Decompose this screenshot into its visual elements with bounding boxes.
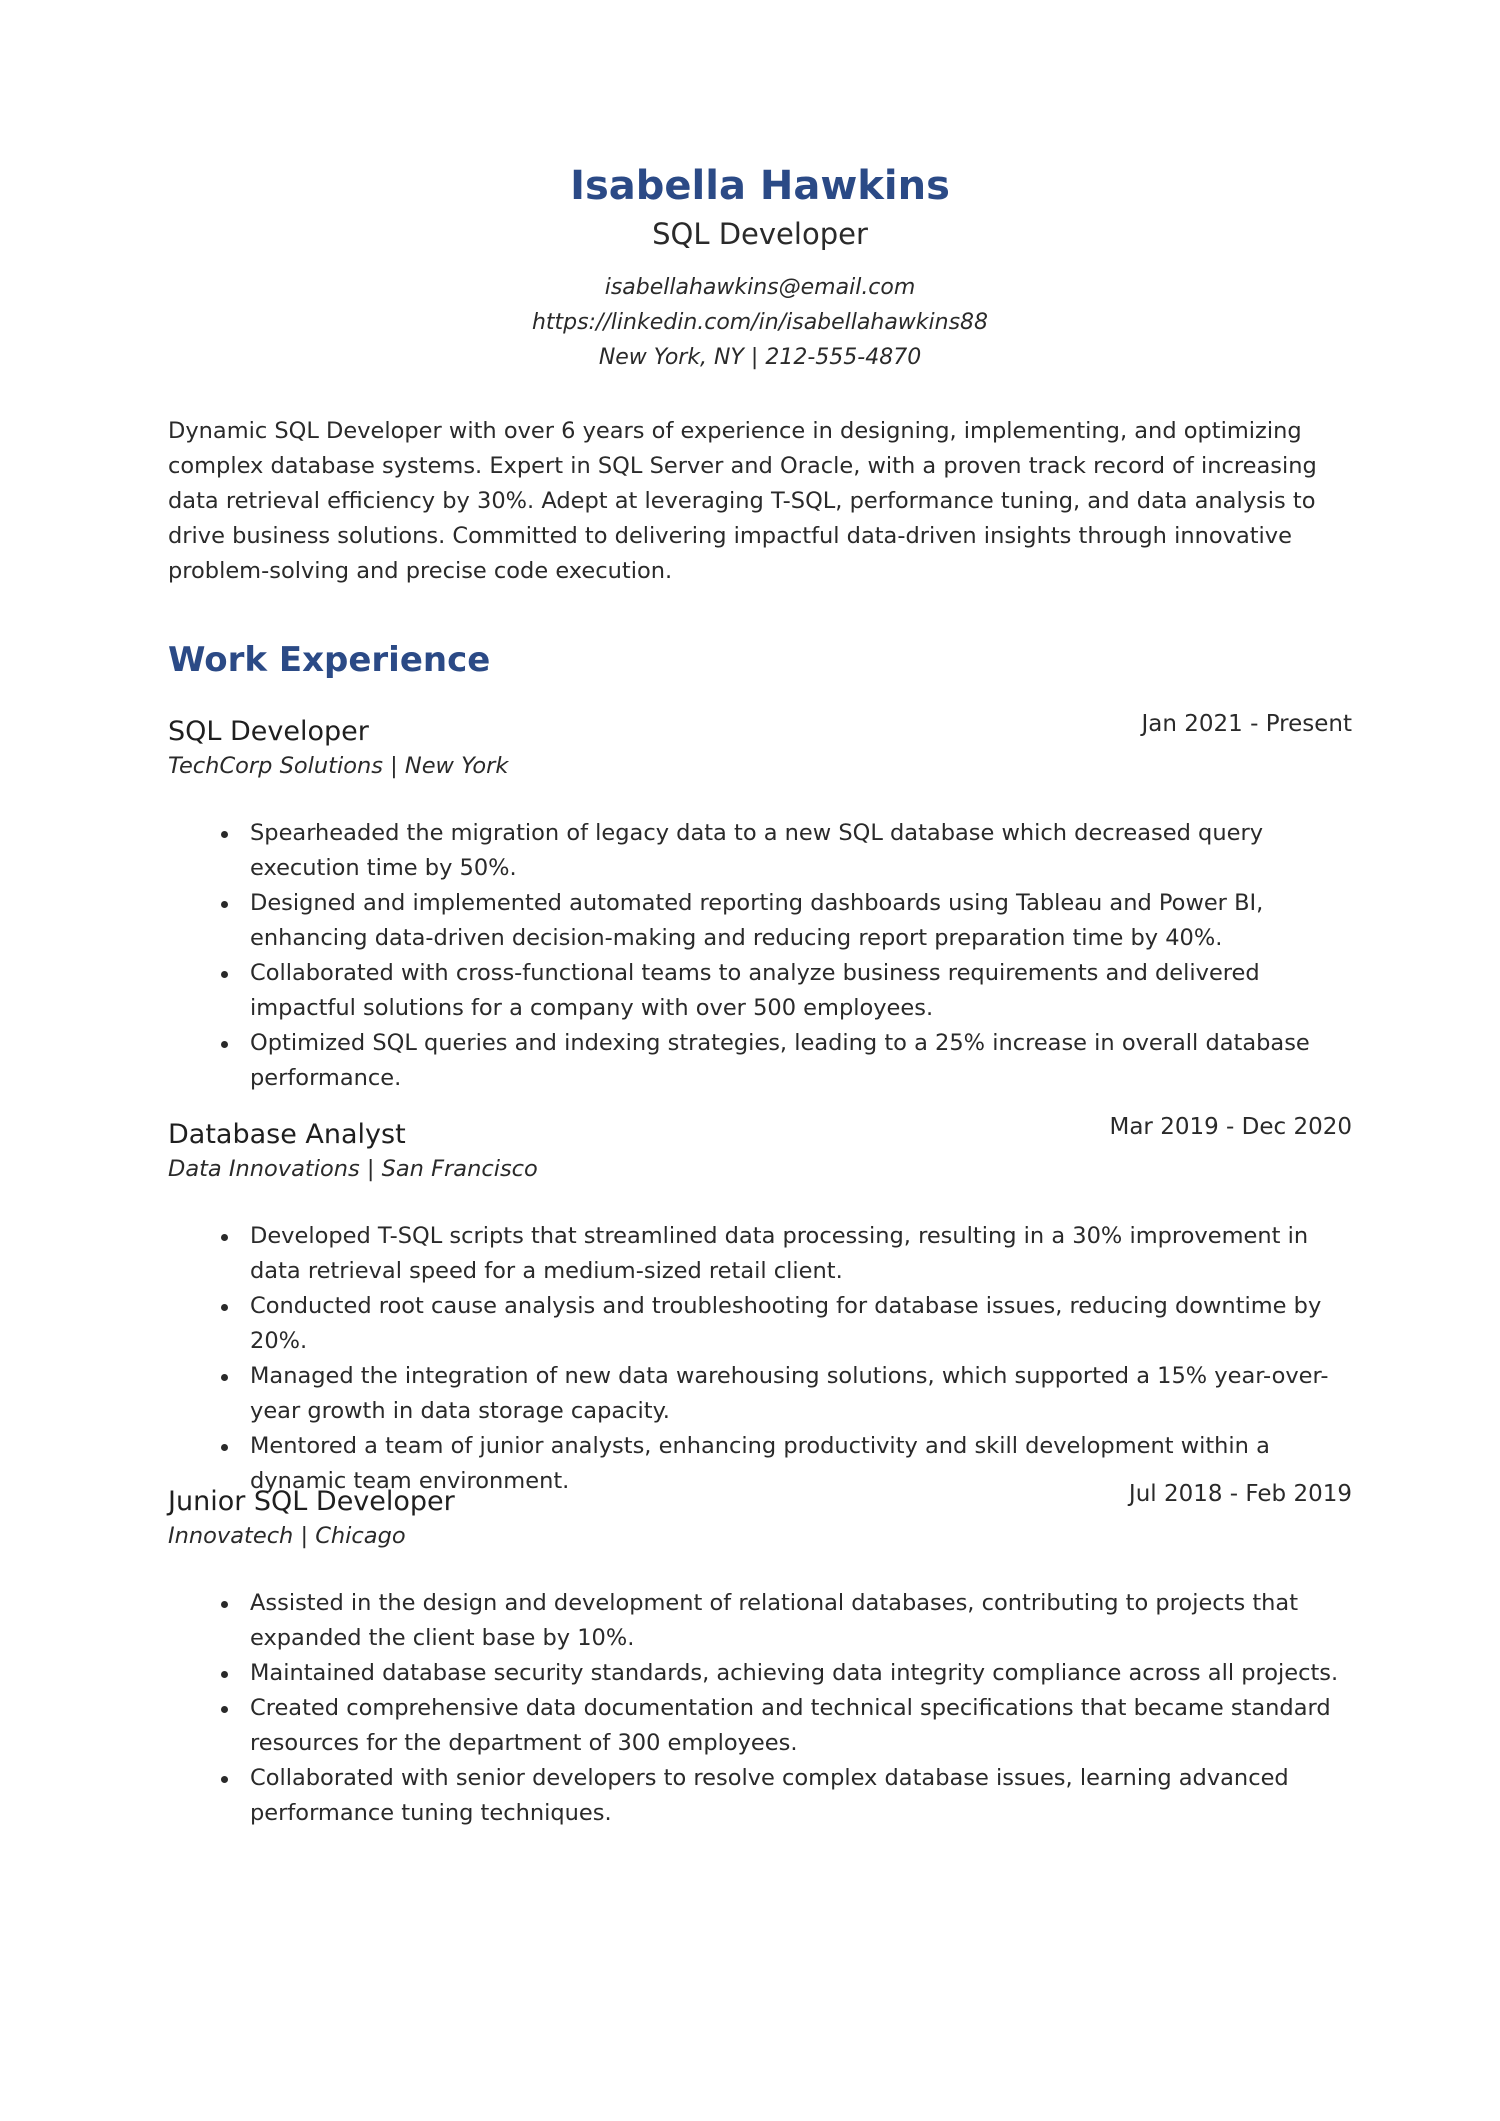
job-bullet-list [168,816,1352,1096]
job-bullet [168,1219,1352,1289]
job-company: TechCorp Solutions | New York [168,753,509,779]
job-bullet [168,816,1352,886]
bullet-text: Conducted root cause analysis and troubleshooting for database issues, reducing downtime by 20%. [250,1293,1322,1354]
bullet-text: Designed and implemented automated reporting dashboards using Tableau and Power BI, enhancing data-driven decision-making and reducing report preparation time by 40%. [250,890,1264,951]
job-title: Junior SQL Developer [168,1486,455,1517]
bullet-icon [221,1706,228,1713]
job-title: SQL Developer [168,716,369,747]
candidate-name: Isabella Hawkins [570,163,950,209]
job-dates: Jan 2021 - Present [1141,711,1352,737]
job-header-row [168,711,1352,750]
contact-email[interactable]: isabellahawkins@email.com [604,275,916,300]
job-dates: Jul 2018 - Feb 2019 [1128,1481,1352,1507]
bullet-text: Maintained database security standards, achieving data integrity compliance across all projects. [250,1660,1339,1686]
job-bullet-list [168,1586,1352,1831]
bullet-text: Mentored a team of junior analysts, enhancing productivity and skill development within a dynamic team environment. [250,1433,1270,1494]
job-bullet [168,956,1352,1026]
job-bullet [168,886,1352,956]
bullet-icon [221,1671,228,1678]
job-bullet [168,1586,1352,1656]
bullet-icon [221,1234,228,1241]
job-company: Innovatech | Chicago [168,1523,406,1549]
bullet-icon [221,1601,228,1608]
job-entry [168,1481,1352,1831]
resume-header [168,158,1352,375]
bullet-text: Optimized SQL queries and indexing strategies, leading to a 25% increase in overall database performance. [250,1030,1310,1091]
bullet-text: Created comprehensive data documentation and technical specifications that became standard resources for the department of 300 employees. [250,1695,1331,1756]
job-company: Data Innovations | San Francisco [168,1156,538,1182]
job-bullet [168,1359,1352,1429]
bullet-icon [221,1304,228,1311]
job-entry [168,1114,1352,1499]
job-bullet [168,1761,1352,1831]
work-experience-heading: Work Experience [168,640,491,680]
bullet-text: Collaborated with senior developers to resolve complex database issues, learning advanced performance tuning techniques. [250,1765,1289,1826]
bullet-icon [221,971,228,978]
bullet-text: Assisted in the design and development of relational databases, contributing to projects that expanded the client base by 10%. [250,1590,1299,1651]
job-bullet [168,1691,1352,1761]
job-bullet [168,1289,1352,1359]
candidate-title: SQL Developer [652,217,868,251]
job-header-row [168,1114,1352,1153]
job-entry [168,711,1352,1096]
job-header-row [168,1481,1352,1520]
job-bullet [168,1656,1352,1691]
job-title: Database Analyst [168,1119,406,1150]
bullet-text: Collaborated with cross-functional teams to analyze business requirements and delivered impactful solutions for a company with over 500 employees. [250,960,1260,1021]
bullet-icon [221,901,228,908]
bullet-text: Spearheaded the migration of legacy data to a new SQL database which decreased query execution time by 50%. [250,820,1264,881]
contact-location-phone: New York, NY | 212-555-4870 [598,345,922,370]
bullet-text: Developed T-SQL scripts that streamlined data processing, resulting in a 30% improvement in data retrieval speed for a medium-sized retail client. [250,1223,1309,1284]
contact-linkedin[interactable]: https://linkedin.com/in/isabellahawkins88 [531,310,989,335]
bullet-icon [221,1041,228,1048]
bullet-icon [221,831,228,838]
job-dates: Mar 2019 - Dec 2020 [1109,1114,1352,1140]
bullet-icon [221,1776,228,1783]
job-bullet-list [168,1219,1352,1499]
bullet-icon [221,1444,228,1451]
bullet-text: Managed the integration of new data warehousing solutions, which supported a 15% year-over-year growth in data storage capacity. [250,1363,1329,1424]
professional-summary: Dynamic SQL Developer with over 6 years of experience in designing, implementing, and optimizing complex database systems. Expert in SQL Server and Oracle, with a proven track record of increasing data retrieval efficiency by 30%. Adept at leveraging T-SQL, performance tuning, and data analysis to drive business solutions. Committed to delivering impactful data-driven insights through innovative problem-solving and precise code execution. [168,418,1317,584]
job-bullet [168,1026,1352,1096]
bullet-icon [221,1374,228,1381]
